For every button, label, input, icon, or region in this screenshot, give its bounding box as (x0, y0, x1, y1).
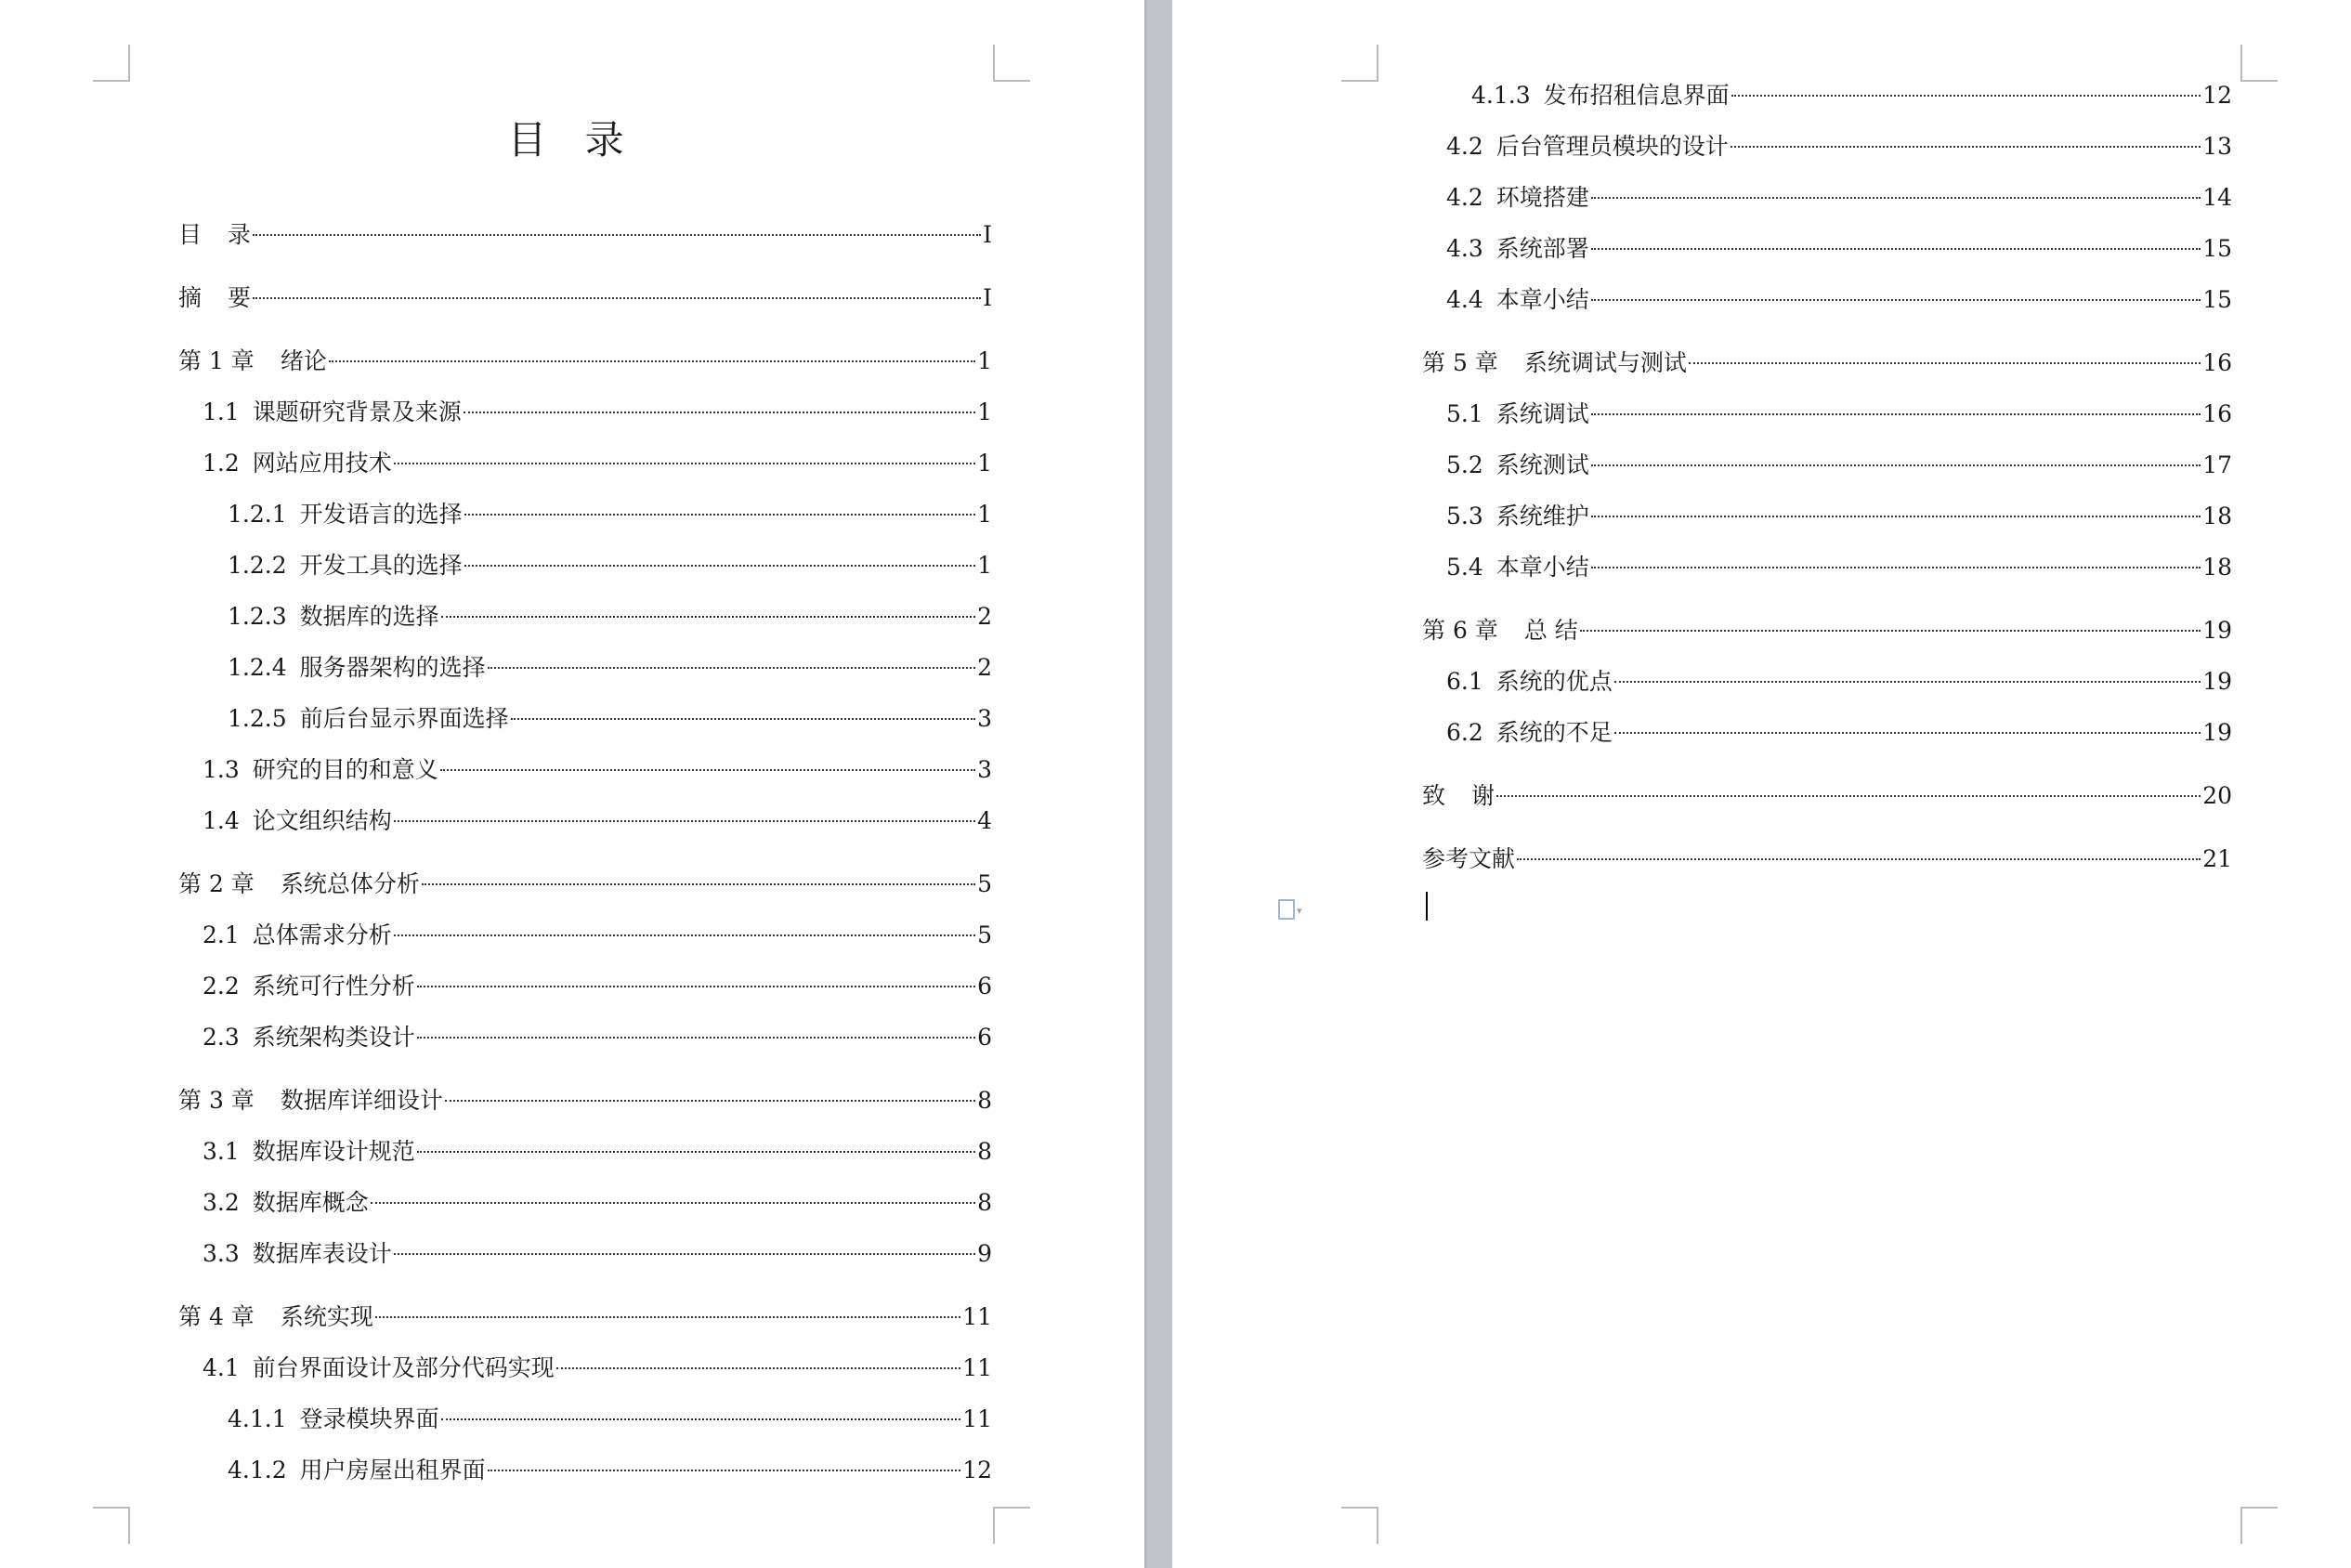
toc-dot-leader (253, 234, 981, 236)
toc-entry[interactable] (1422, 542, 2232, 593)
toc-entry-page-number: I (983, 221, 992, 248)
toc-entry-page-number: 9 (977, 1240, 992, 1267)
toc-entry[interactable] (178, 1342, 992, 1393)
toc-dot-leader (1731, 146, 2201, 148)
toc-entry[interactable] (1422, 337, 2232, 388)
toc-entry-number: 目 (178, 221, 202, 248)
toc-entry-number: 2.1 (202, 921, 240, 948)
toc-entry[interactable] (178, 272, 992, 323)
toc-entry-number: 第 3 章 (178, 1087, 255, 1114)
toc-entry-label: 系统可行性分析 (252, 973, 415, 1000)
paste-options-icon[interactable]: ▾ (1276, 899, 1302, 920)
toc-entry-number: 1.2.4 (228, 654, 287, 681)
toc-entry-number: 4.4 (1446, 286, 1483, 313)
text-cursor (1426, 892, 1428, 921)
toc-dot-leader (394, 820, 975, 822)
toc-dot-leader (488, 1470, 961, 1471)
toc-entry[interactable] (178, 693, 992, 744)
toc-dot-leader (1591, 464, 2201, 466)
toc-dot-leader (1614, 681, 2201, 683)
toc-dot-leader (511, 718, 975, 720)
toc-entry-label: 绪论 (280, 347, 327, 374)
toc-entry[interactable] (178, 744, 992, 795)
toc-entry-number: 1.2.3 (228, 603, 287, 630)
toc-entry-page-number: 8 (977, 1189, 992, 1216)
toc-entry-label: 开发语言的选择 (299, 501, 463, 528)
toc-entry-label: 数据库概念 (252, 1189, 369, 1216)
toc-entry[interactable] (178, 386, 992, 438)
toc-entry-number: 第 6 章 (1422, 617, 1498, 644)
toc-entry[interactable] (1422, 388, 2232, 439)
toc-entry-number: 3.1 (202, 1138, 240, 1165)
toc-entry-number: 4.1.1 (228, 1405, 287, 1432)
toc-entry-page-number: I (983, 284, 992, 311)
toc-entry-number: 致 (1422, 782, 1446, 809)
toc-entry[interactable] (178, 209, 992, 260)
toc-dot-leader (440, 769, 975, 771)
toc-entry-page-number: 17 (2202, 451, 2232, 478)
toc-dot-leader (422, 883, 975, 885)
toc-entry-label: 谢 (1471, 782, 1495, 809)
toc-dot-leader (441, 1418, 961, 1420)
toc-entry-number: 3.3 (202, 1240, 240, 1267)
toc-dot-leader (417, 986, 975, 987)
toc-dot-leader (464, 514, 975, 516)
toc-entry-page-number: 6 (977, 1024, 992, 1051)
toc-entry[interactable] (1422, 833, 2232, 884)
toc-dot-leader (1591, 516, 2201, 517)
toc-entry-page-number: 11 (962, 1354, 992, 1381)
toc-entry[interactable] (1422, 770, 2232, 821)
toc-entry-number: 4.2 (1446, 133, 1483, 160)
crop-mark-bottom-right (993, 1507, 1030, 1544)
toc-entry[interactable] (178, 1075, 992, 1126)
toc-entry-label: 系统调试 (1495, 400, 1589, 427)
toc-entry-label: 系统的优点 (1495, 668, 1613, 695)
toc-list-left (178, 209, 992, 1496)
toc-entry-page-number: 4 (977, 807, 992, 834)
toc-entry-label: 数据库设计规范 (252, 1138, 415, 1165)
toc-entry-number: 第 5 章 (1422, 349, 1498, 376)
page-gap (1144, 0, 1172, 1568)
toc-entry[interactable] (1422, 490, 2232, 542)
toc-entry-label: 录 (228, 221, 252, 248)
toc-entry-label: 系统的不足 (1495, 719, 1613, 746)
toc-entry-label: 数据库表设计 (252, 1240, 392, 1267)
toc-entry-page-number: 18 (2202, 503, 2232, 529)
toc-entry[interactable] (178, 1393, 992, 1444)
toc-entry-number: 6.1 (1446, 668, 1483, 695)
toc-dot-leader (1591, 413, 2201, 415)
toc-entry-number: 第 2 章 (178, 870, 255, 897)
toc-dot-leader (1614, 732, 2201, 734)
toc-entry-label: 系统架构类设计 (252, 1024, 415, 1051)
crop-mark-top-right (2240, 45, 2278, 82)
toc-dot-leader (329, 360, 975, 362)
toc-entry-label: 系统总体分析 (280, 870, 420, 897)
toc-entry-label: 后台管理员模块的设计 (1495, 133, 1729, 160)
toc-dot-leader (371, 1202, 975, 1204)
toc-entry-page-number: 14 (2202, 184, 2232, 211)
toc-entry[interactable] (1422, 707, 2232, 758)
toc-entry-page-number: 15 (2202, 286, 2232, 313)
toc-entry-page-number: 1 (977, 347, 992, 374)
toc-entry-label: 用户房屋出租界面 (299, 1457, 486, 1483)
toc-entry-label: 要 (228, 284, 252, 311)
crop-mark-top-left (93, 45, 130, 82)
toc-entry[interactable] (1422, 656, 2232, 707)
toc-dot-leader (1517, 858, 2201, 860)
toc-entry[interactable] (178, 858, 992, 909)
toc-entry[interactable] (1422, 605, 2232, 656)
toc-entry-page-number: 3 (977, 756, 992, 783)
toc-entry-number: 1.2 (202, 450, 240, 477)
toc-entry-number: 摘 (178, 284, 202, 311)
toc-dot-leader (394, 463, 975, 464)
toc-entry-number: 5.1 (1446, 400, 1483, 427)
toc-entry-page-number: 6 (977, 973, 992, 1000)
toc-entry-page-number: 1 (977, 450, 992, 477)
toc-dot-leader (394, 1253, 975, 1255)
toc-entry[interactable] (1422, 223, 2232, 274)
toc-entry-page-number: 19 (2202, 719, 2232, 746)
toc-entry-label: 系统测试 (1495, 451, 1589, 478)
toc-entry-page-number: 12 (962, 1457, 992, 1483)
toc-entry-page-number: 3 (977, 705, 992, 732)
toc-entry-label: 本章小结 (1495, 554, 1589, 581)
toc-entry-page-number: 15 (2202, 235, 2232, 262)
toc-entry[interactable] (178, 1012, 992, 1063)
toc-entry[interactable] (1422, 274, 2232, 325)
toc-entry[interactable] (1422, 172, 2232, 223)
toc-entry-label: 研究的目的和意义 (252, 756, 438, 783)
crop-mark-top-right (993, 45, 1030, 82)
toc-dot-leader (1731, 95, 2201, 97)
toc-entry-page-number: 11 (962, 1405, 992, 1432)
toc-dot-leader (1591, 248, 2201, 250)
toc-entry-number: 2.3 (202, 1024, 240, 1051)
toc-dot-leader (417, 1151, 975, 1153)
toc-entry[interactable] (178, 1177, 992, 1228)
toc-entry-page-number: 18 (2202, 554, 2232, 581)
toc-entry[interactable] (178, 335, 992, 386)
toc-entry-label: 课题研究背景及来源 (252, 399, 462, 425)
toc-entry-label: 登录模块界面 (299, 1405, 439, 1432)
toc-entry-label: 系统实现 (280, 1303, 373, 1330)
toc-entry-page-number: 1 (977, 501, 992, 528)
toc-entry-number: 1.2.1 (228, 501, 287, 528)
toc-entry-number: 1.1 (202, 399, 240, 425)
toc-entry-label: 网站应用技术 (252, 450, 392, 477)
toc-dot-leader (445, 1100, 975, 1102)
toc-entry[interactable] (178, 1228, 992, 1279)
toc-entry-page-number: 2 (977, 654, 992, 681)
toc-entry-page-number: 5 (977, 921, 992, 948)
toc-entry-label: 系统调试与测试 (1523, 349, 1687, 376)
toc-entry-number: 5.3 (1446, 503, 1483, 529)
toc-dot-leader (394, 934, 975, 936)
document-page-right (1172, 0, 2351, 1568)
toc-entry-number: 第 1 章 (178, 347, 255, 374)
crop-mark-bottom-left (93, 1507, 130, 1544)
toc-entry-label: 系统部署 (1495, 235, 1589, 262)
toc-entry-page-number: 11 (962, 1303, 992, 1330)
toc-entry-number: 2.2 (202, 973, 240, 1000)
toc-entry[interactable] (178, 540, 992, 591)
toc-entry-page-number: 12 (2202, 82, 2232, 109)
toc-entry-label: 开发工具的选择 (299, 552, 463, 579)
toc-entry-page-number: 21 (2202, 845, 2232, 872)
toc-entry-number: 4.3 (1446, 235, 1483, 262)
toc-entry-label: 参考文献 (1422, 845, 1516, 872)
toc-entry-page-number: 16 (2202, 349, 2232, 376)
toc-entry-page-number: 19 (2202, 617, 2232, 644)
toc-entry-label: 服务器架构的选择 (299, 654, 486, 681)
toc-dot-leader (375, 1316, 960, 1318)
toc-entry-number: 3.2 (202, 1189, 240, 1216)
toc-entry-number: 1.3 (202, 756, 240, 783)
toc-dot-leader (1496, 795, 2201, 797)
toc-title: 目 录 (507, 117, 637, 163)
toc-entry-page-number: 1 (977, 399, 992, 425)
toc-entry-number: 4.2 (1446, 184, 1483, 211)
toc-entry-number: 5.2 (1446, 451, 1483, 478)
toc-dot-leader (464, 565, 975, 567)
toc-entry[interactable] (178, 591, 992, 642)
toc-entry-page-number: 8 (977, 1087, 992, 1114)
toc-entry[interactable] (178, 642, 992, 693)
toc-entry-label: 数据库的选择 (299, 603, 439, 630)
toc-entry[interactable] (178, 795, 992, 846)
toc-dot-leader (1580, 630, 2201, 632)
toc-dot-leader (1591, 197, 2201, 199)
toc-list-right (1422, 70, 2232, 884)
toc-dot-leader (441, 616, 975, 618)
toc-dot-leader (1689, 362, 2201, 364)
toc-entry-label: 论文组织结构 (252, 807, 392, 834)
toc-entry[interactable] (178, 489, 992, 540)
toc-entry-number: 1.4 (202, 807, 240, 834)
toc-entry-number: 4.1.2 (228, 1457, 287, 1483)
toc-entry-label: 数据库详细设计 (280, 1087, 443, 1114)
crop-mark-bottom-left (1341, 1507, 1378, 1544)
toc-entry-number: 6.2 (1446, 719, 1483, 746)
toc-entry-label: 系统维护 (1495, 503, 1589, 529)
toc-entry-number: 第 4 章 (178, 1303, 255, 1330)
document-page-left (0, 0, 1144, 1568)
toc-entry[interactable] (178, 438, 992, 489)
toc-dot-leader (253, 297, 981, 299)
toc-entry-label: 前台界面设计及部分代码实现 (252, 1354, 555, 1381)
toc-entry-page-number: 2 (977, 603, 992, 630)
toc-entry-page-number: 19 (2202, 668, 2232, 695)
toc-entry[interactable] (1422, 121, 2232, 172)
toc-entry-page-number: 20 (2202, 782, 2232, 809)
toc-entry-page-number: 13 (2202, 133, 2232, 160)
toc-entry-number: 4.1 (202, 1354, 240, 1381)
toc-entry-label: 本章小结 (1495, 286, 1589, 313)
toc-entry[interactable] (1422, 70, 2232, 121)
toc-entry-page-number: 16 (2202, 400, 2232, 427)
toc-dot-leader (464, 412, 975, 413)
toc-entry[interactable] (178, 1126, 992, 1177)
toc-entry-number: 1.2.5 (228, 705, 287, 732)
toc-entry[interactable] (178, 1291, 992, 1342)
toc-entry-page-number: 8 (977, 1138, 992, 1165)
toc-entry-page-number: 5 (977, 870, 992, 897)
toc-dot-leader (1591, 567, 2201, 568)
crop-mark-bottom-right (2240, 1507, 2278, 1544)
toc-entry-label: 总体需求分析 (252, 921, 392, 948)
toc-dot-leader (556, 1367, 960, 1369)
toc-entry-number: 1.2.2 (228, 552, 287, 579)
toc-entry-label: 总 结 (1523, 617, 1578, 644)
toc-entry-label: 发布招租信息界面 (1543, 82, 1730, 109)
toc-dot-leader (417, 1037, 975, 1039)
toc-entry-number: 5.4 (1446, 554, 1483, 581)
toc-entry[interactable] (1422, 439, 2232, 490)
toc-entry-label: 前后台显示界面选择 (299, 705, 509, 732)
toc-entry[interactable] (178, 1444, 992, 1496)
toc-dot-leader (1591, 299, 2201, 301)
crop-mark-top-left (1341, 45, 1378, 82)
toc-entry-label: 环境搭建 (1495, 184, 1589, 211)
toc-dot-leader (488, 667, 975, 669)
toc-entry[interactable] (178, 909, 992, 960)
toc-entry[interactable] (178, 960, 992, 1012)
toc-entry-number: 4.1.3 (1471, 82, 1531, 109)
toc-entry-page-number: 1 (977, 552, 992, 579)
